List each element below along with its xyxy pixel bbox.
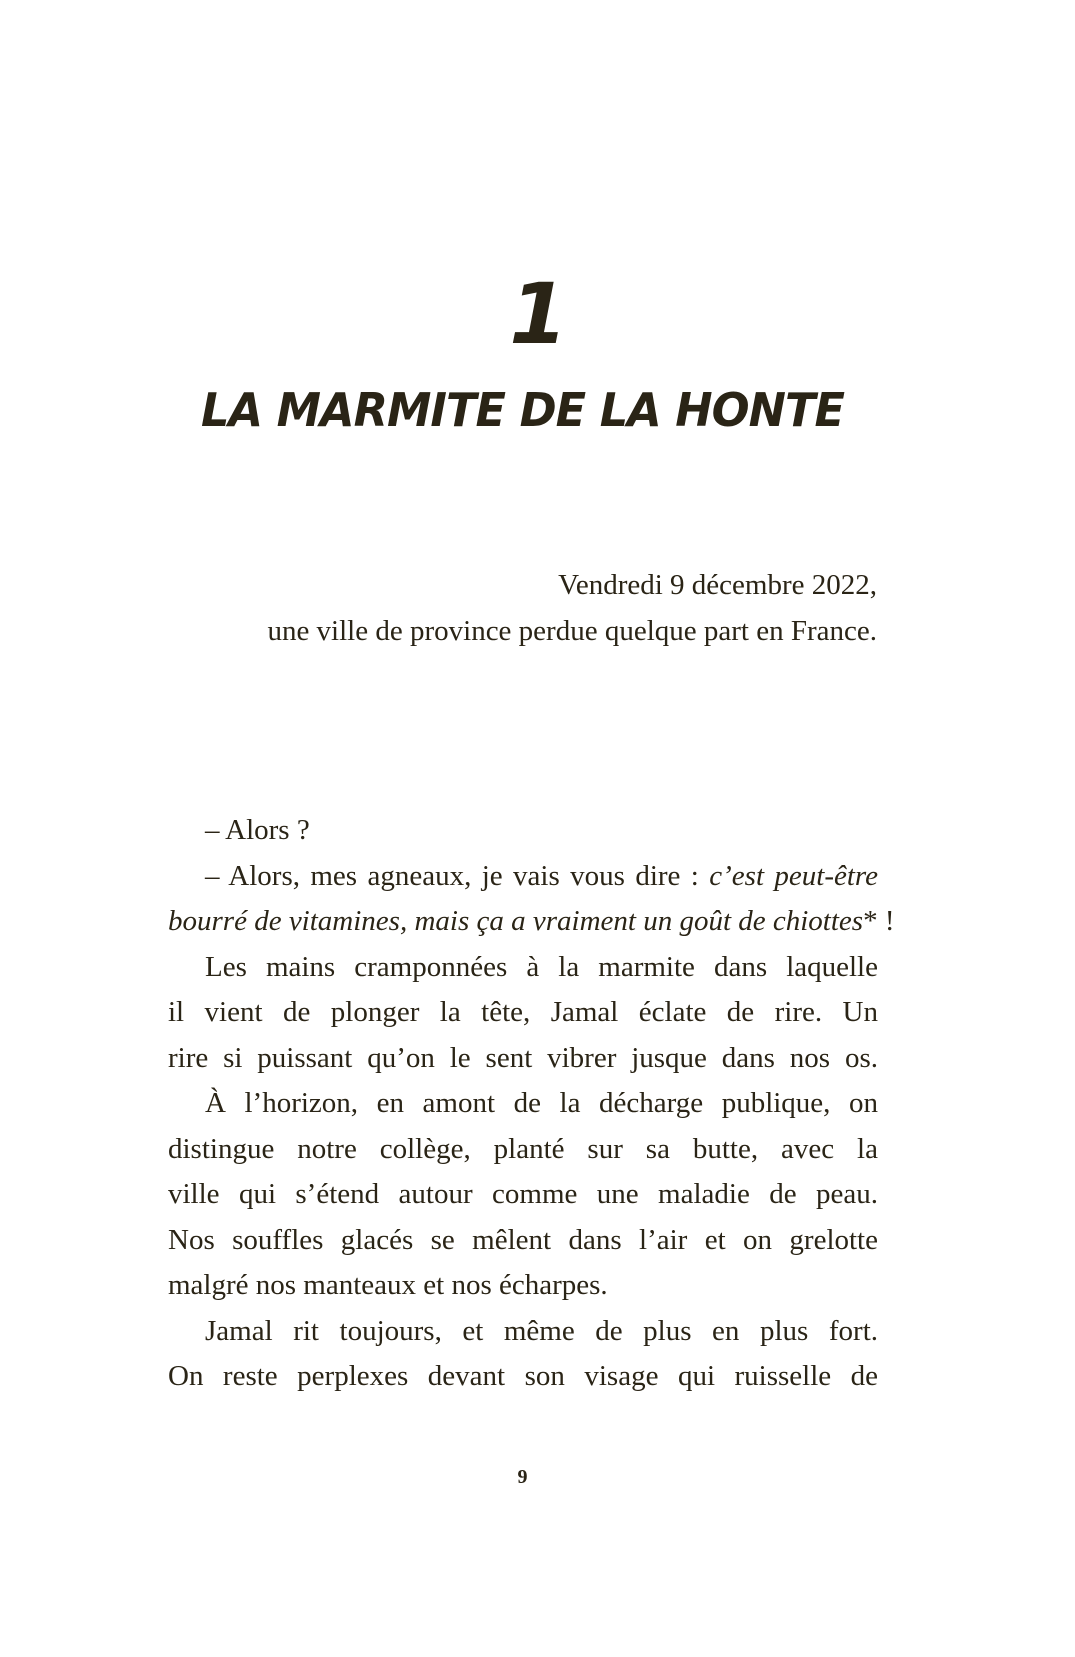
body-line	[168, 899, 895, 945]
body-line: rire si puissant qu’on le sent vibrer jusque dans nos os.	[168, 1041, 878, 1074]
body-line: Jamal rit toujours, et même de plus en plus fort.	[205, 1314, 878, 1347]
body-line: il vient de plonger la tête, Jamal éclate de rire. Un	[168, 996, 878, 1028]
body-line: Nos souffles glacés se mêlent dans l’air et on grelotte	[168, 1223, 878, 1256]
page-number: 9	[517, 1466, 528, 1488]
body-line: ville qui s’étend autour comme une maladie de peau.	[168, 1178, 878, 1210]
body-line: Les mains cramponnées à la marmite dans laquelle	[205, 950, 878, 983]
dateline-place: une ville de province perdue quelque part en France.	[267, 615, 877, 647]
italic-quote: c’est peut-être	[709, 859, 878, 892]
body-line	[168, 854, 878, 900]
dateline-date: Vendredi 9 décembre 2022,	[558, 569, 877, 601]
body-line	[168, 808, 878, 854]
chapter-body	[168, 808, 895, 1400]
footnote-marker: * !	[863, 905, 895, 937]
chapter-number: 1	[509, 265, 566, 363]
body-line: À l’horizon, en amont de la décharge publique, on	[205, 1087, 878, 1119]
body-line: distingue notre collège, planté sur sa butte, avec la	[168, 1132, 878, 1165]
body-line: malgré nos manteaux et nos écharpes.	[168, 1269, 608, 1301]
dialogue-text: – Alors, mes agneaux, je vais vous dire :	[205, 859, 710, 892]
body-line: On reste perplexes devant son visage qui ruisselle de	[168, 1360, 878, 1392]
chapter-title: LA MARMITE DE LA HONTE	[200, 383, 844, 437]
dialogue-text: – Alors ?	[205, 814, 310, 846]
italic-quote: bourré de vitamines, mais ça a vraiment un goût de chiottes	[168, 905, 864, 937]
